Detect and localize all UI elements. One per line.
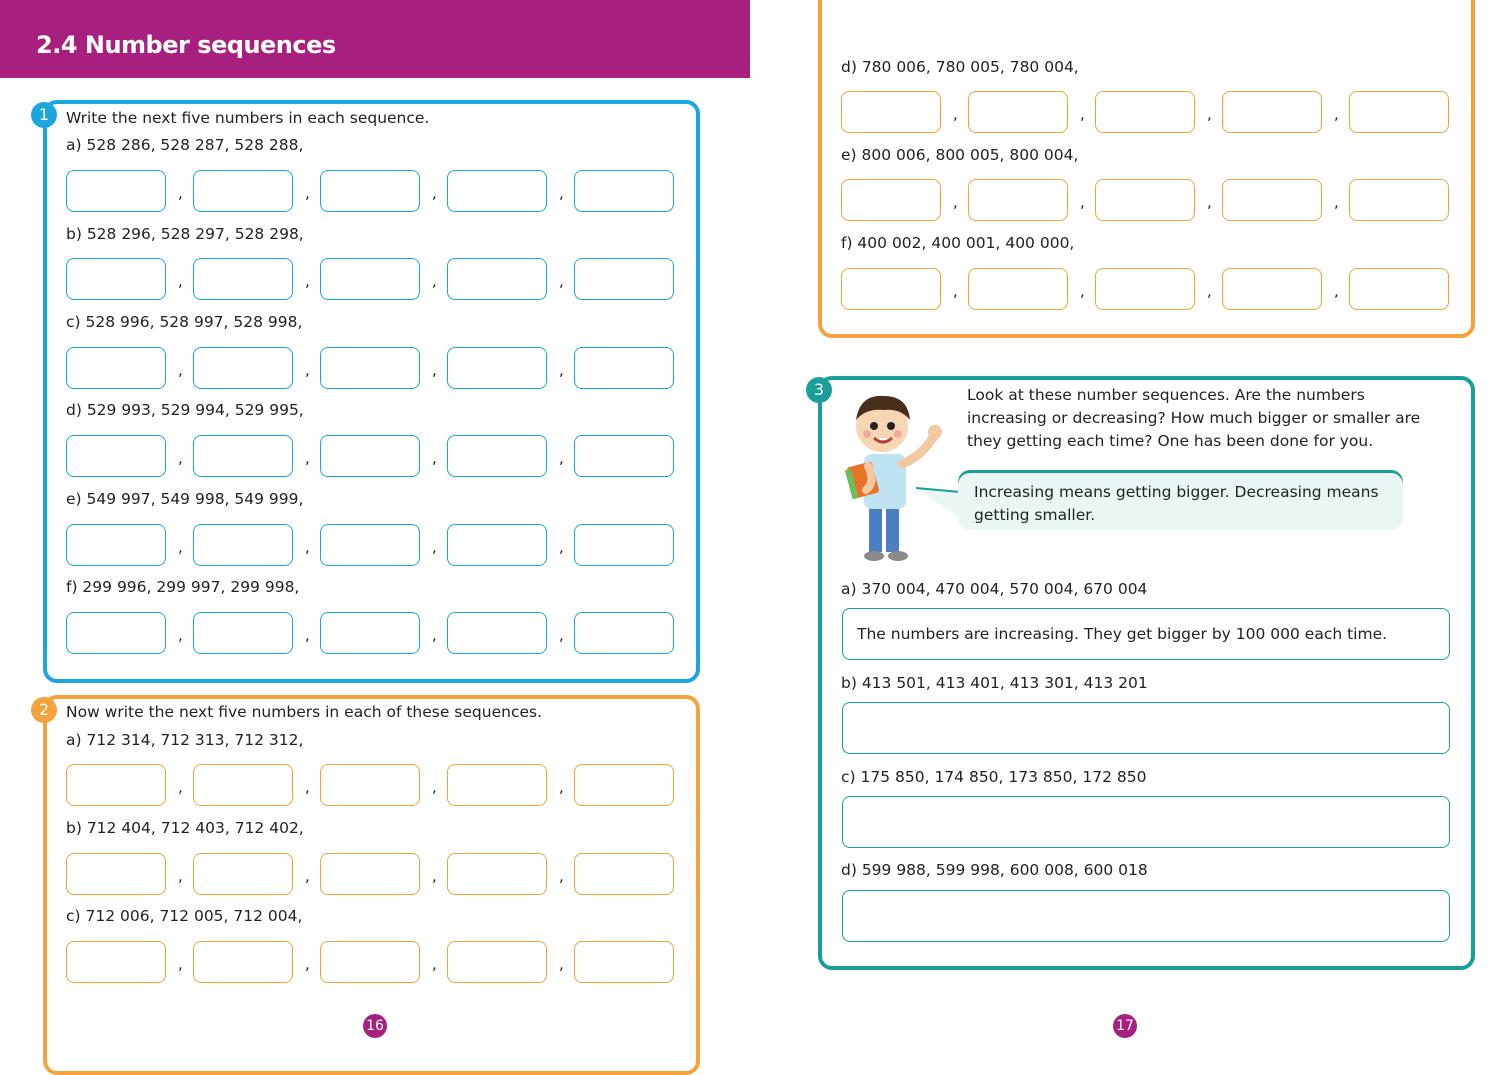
answer-box-q2e-4[interactable] xyxy=(1222,179,1322,221)
answer-box-q1b-1[interactable] xyxy=(66,258,166,300)
answer-box-q2b-2[interactable] xyxy=(193,853,293,895)
answer-box-q2e-2[interactable] xyxy=(968,179,1068,221)
page-number-left: 16 xyxy=(363,1014,387,1038)
answer-box-q2a-1[interactable] xyxy=(66,764,166,806)
comma-separator: , xyxy=(559,449,564,467)
comma-separator: , xyxy=(953,193,958,211)
answer-box-q1b-5[interactable] xyxy=(574,258,674,300)
answer-box-q2e-1[interactable] xyxy=(841,179,941,221)
answer-box-q2e-3[interactable] xyxy=(1095,179,1195,221)
answer-box-q1f-1[interactable] xyxy=(66,612,166,654)
comma-separator: , xyxy=(559,867,564,885)
answer-box-q1c-4[interactable] xyxy=(447,347,547,389)
comma-separator: , xyxy=(559,955,564,973)
answer-box-q1d-1[interactable] xyxy=(66,435,166,477)
q1-sequence-d: d) 529 993, 529 994, 529 995, xyxy=(66,401,304,419)
comma-separator: , xyxy=(178,361,183,379)
comma-separator: , xyxy=(1334,105,1339,123)
comma-separator: , xyxy=(178,867,183,885)
comma-separator: , xyxy=(178,449,183,467)
comma-separator: , xyxy=(1207,193,1212,211)
answer-box-q2a-2[interactable] xyxy=(193,764,293,806)
question-2-instruction: Now write the next five numbers in each of these sequences. xyxy=(66,703,543,721)
question-3-instruction: Look at these number sequences. Are the numbers increasing or decreasing? How much bigger or smaller are they getting each time? One has been done for you. xyxy=(967,386,1421,450)
answer-box-q2d-5[interactable] xyxy=(1349,91,1449,133)
comma-separator: , xyxy=(559,272,564,290)
answer-box-q1e-1[interactable] xyxy=(66,524,166,566)
answer-box-q2c-4[interactable] xyxy=(447,941,547,983)
comma-separator: , xyxy=(432,272,437,290)
answer-box-q1b-3[interactable] xyxy=(320,258,420,300)
q2-sequence-f: f) 400 002, 400 001, 400 000, xyxy=(841,234,1075,252)
comma-separator: , xyxy=(305,449,310,467)
q2-sequence-b: b) 712 404, 712 403, 712 402, xyxy=(66,819,304,837)
answer-box-q1b-2[interactable] xyxy=(193,258,293,300)
answer-box-q1a-4[interactable] xyxy=(447,170,547,212)
comma-separator: , xyxy=(305,867,310,885)
answer-box-q1e-3[interactable] xyxy=(320,524,420,566)
answer-box-q1f-3[interactable] xyxy=(320,612,420,654)
comma-separator: , xyxy=(178,626,183,644)
comma-separator: , xyxy=(953,282,958,300)
answer-box-q2d-4[interactable] xyxy=(1222,91,1322,133)
answer-box-q2b-1[interactable] xyxy=(66,853,166,895)
comma-separator: , xyxy=(305,361,310,379)
q3-sequence-a: a) 370 004, 470 004, 570 004, 670 004 xyxy=(841,580,1148,598)
comma-separator: , xyxy=(178,272,183,290)
comma-separator: , xyxy=(432,778,437,796)
q1-sequence-b: b) 528 296, 528 297, 528 298, xyxy=(66,225,304,243)
comma-separator: , xyxy=(1080,282,1085,300)
q1-sequence-e: e) 549 997, 549 998, 549 999, xyxy=(66,490,304,508)
comma-separator: , xyxy=(432,867,437,885)
answer-box-q1a-3[interactable] xyxy=(320,170,420,212)
q2-sequence-d: d) 780 006, 780 005, 780 004, xyxy=(841,58,1079,76)
comma-separator: , xyxy=(1207,105,1212,123)
answer-box-q2e-5[interactable] xyxy=(1349,179,1449,221)
question-2-badge: 2 xyxy=(31,697,57,723)
comma-separator: , xyxy=(432,184,437,202)
comma-separator: , xyxy=(559,778,564,796)
comma-separator: , xyxy=(1207,282,1212,300)
answer-box-q1d-2[interactable] xyxy=(193,435,293,477)
comma-separator: , xyxy=(559,626,564,644)
answer-box-q2a-4[interactable] xyxy=(447,764,547,806)
answer-box-q2f-4[interactable] xyxy=(1222,268,1322,310)
page-number-right: 17 xyxy=(1113,1014,1137,1038)
q1-sequence-c: c) 528 996, 528 997, 528 998, xyxy=(66,313,303,331)
q3-answer-box-d[interactable] xyxy=(842,890,1450,942)
q3-sequence-c: c) 175 850, 174 850, 173 850, 172 850 xyxy=(841,768,1147,786)
answer-box-q1c-2[interactable] xyxy=(193,347,293,389)
boy-with-book-illustration xyxy=(836,386,951,566)
answer-box-q1c-5[interactable] xyxy=(574,347,674,389)
answer-box-q1e-2[interactable] xyxy=(193,524,293,566)
page-title: 2.4 Number sequences xyxy=(36,31,336,59)
q2-sequence-a: a) 712 314, 712 313, 712 312, xyxy=(66,731,304,749)
answer-box-q1d-4[interactable] xyxy=(447,435,547,477)
comma-separator: , xyxy=(305,184,310,202)
q1-sequence-a: a) 528 286, 528 287, 528 288, xyxy=(66,136,304,154)
comma-separator: , xyxy=(432,361,437,379)
answer-box-q2d-3[interactable] xyxy=(1095,91,1195,133)
comma-separator: , xyxy=(559,184,564,202)
answer-box-q2c-1[interactable] xyxy=(66,941,166,983)
q3-answer-box-c[interactable] xyxy=(842,796,1450,848)
answer-box-q2f-5[interactable] xyxy=(1349,268,1449,310)
q2-sequence-c: c) 712 006, 712 005, 712 004, xyxy=(66,907,303,925)
comma-separator: , xyxy=(1080,193,1085,211)
q3-sequence-d: d) 599 988, 599 998, 600 008, 600 018 xyxy=(841,861,1148,879)
answer-box-q1f-5[interactable] xyxy=(574,612,674,654)
answer-box-q2f-2[interactable] xyxy=(968,268,1068,310)
comma-separator: , xyxy=(953,105,958,123)
answer-box-q2a-5[interactable] xyxy=(574,764,674,806)
comma-separator: , xyxy=(1080,105,1085,123)
question-1-badge: 1 xyxy=(31,102,57,128)
answer-box-q2c-2[interactable] xyxy=(193,941,293,983)
speech-bubble-tail xyxy=(916,478,962,526)
answer-box-q1a-1[interactable] xyxy=(66,170,166,212)
answer-box-q1d-5[interactable] xyxy=(574,435,674,477)
q3-answer-box-b[interactable] xyxy=(842,702,1450,754)
answer-box-q2f-1[interactable] xyxy=(841,268,941,310)
comma-separator: , xyxy=(305,538,310,556)
comma-separator: , xyxy=(1334,282,1339,300)
comma-separator: , xyxy=(178,184,183,202)
answer-box-q1b-4[interactable] xyxy=(447,258,547,300)
answer-box-q1d-3[interactable] xyxy=(320,435,420,477)
comma-separator: , xyxy=(305,778,310,796)
answer-box-q2b-4[interactable] xyxy=(447,853,547,895)
answer-box-q2d-2[interactable] xyxy=(968,91,1068,133)
comma-separator: , xyxy=(432,626,437,644)
answer-box-q2a-3[interactable] xyxy=(320,764,420,806)
answer-box-q2c-3[interactable] xyxy=(320,941,420,983)
comma-separator: , xyxy=(178,955,183,973)
answer-box-q1f-4[interactable] xyxy=(447,612,547,654)
answer-box-q2f-3[interactable] xyxy=(1095,268,1195,310)
answer-box-q1a-5[interactable] xyxy=(574,170,674,212)
answer-box-q2b-5[interactable] xyxy=(574,853,674,895)
q3-answer-a: The numbers are increasing. They get bigger by 100 000 each time. xyxy=(857,625,1388,643)
question-1-instruction: Write the next five numbers in each sequence. xyxy=(66,109,430,127)
answer-box-q1c-1[interactable] xyxy=(66,347,166,389)
comma-separator: , xyxy=(432,538,437,556)
comma-separator: , xyxy=(559,361,564,379)
q3-answer-box-a[interactable] xyxy=(842,608,1450,660)
tip-text: Increasing means getting bigger. Decreasing means getting smaller. xyxy=(974,483,1379,524)
comma-separator: , xyxy=(432,449,437,467)
answer-box-q2b-3[interactable] xyxy=(320,853,420,895)
answer-box-q1c-3[interactable] xyxy=(320,347,420,389)
comma-separator: , xyxy=(559,538,564,556)
comma-separator: , xyxy=(305,955,310,973)
comma-separator: , xyxy=(178,778,183,796)
comma-separator: , xyxy=(305,272,310,290)
q2-sequence-e: e) 800 006, 800 005, 800 004, xyxy=(841,146,1079,164)
answer-box-q1e-4[interactable] xyxy=(447,524,547,566)
comma-separator: , xyxy=(432,955,437,973)
comma-separator: , xyxy=(1334,193,1339,211)
comma-separator: , xyxy=(305,626,310,644)
answer-box-q2c-5[interactable] xyxy=(574,941,674,983)
question-3-badge: 3 xyxy=(806,377,832,403)
comma-separator: , xyxy=(178,538,183,556)
answer-box-q2d-1[interactable] xyxy=(841,91,941,133)
answer-box-q1f-2[interactable] xyxy=(193,612,293,654)
q3-sequence-b: b) 413 501, 413 401, 413 301, 413 201 xyxy=(841,674,1148,692)
q1-sequence-f: f) 299 996, 299 997, 299 998, xyxy=(66,578,300,596)
answer-box-q1e-5[interactable] xyxy=(574,524,674,566)
answer-box-q1a-2[interactable] xyxy=(193,170,293,212)
